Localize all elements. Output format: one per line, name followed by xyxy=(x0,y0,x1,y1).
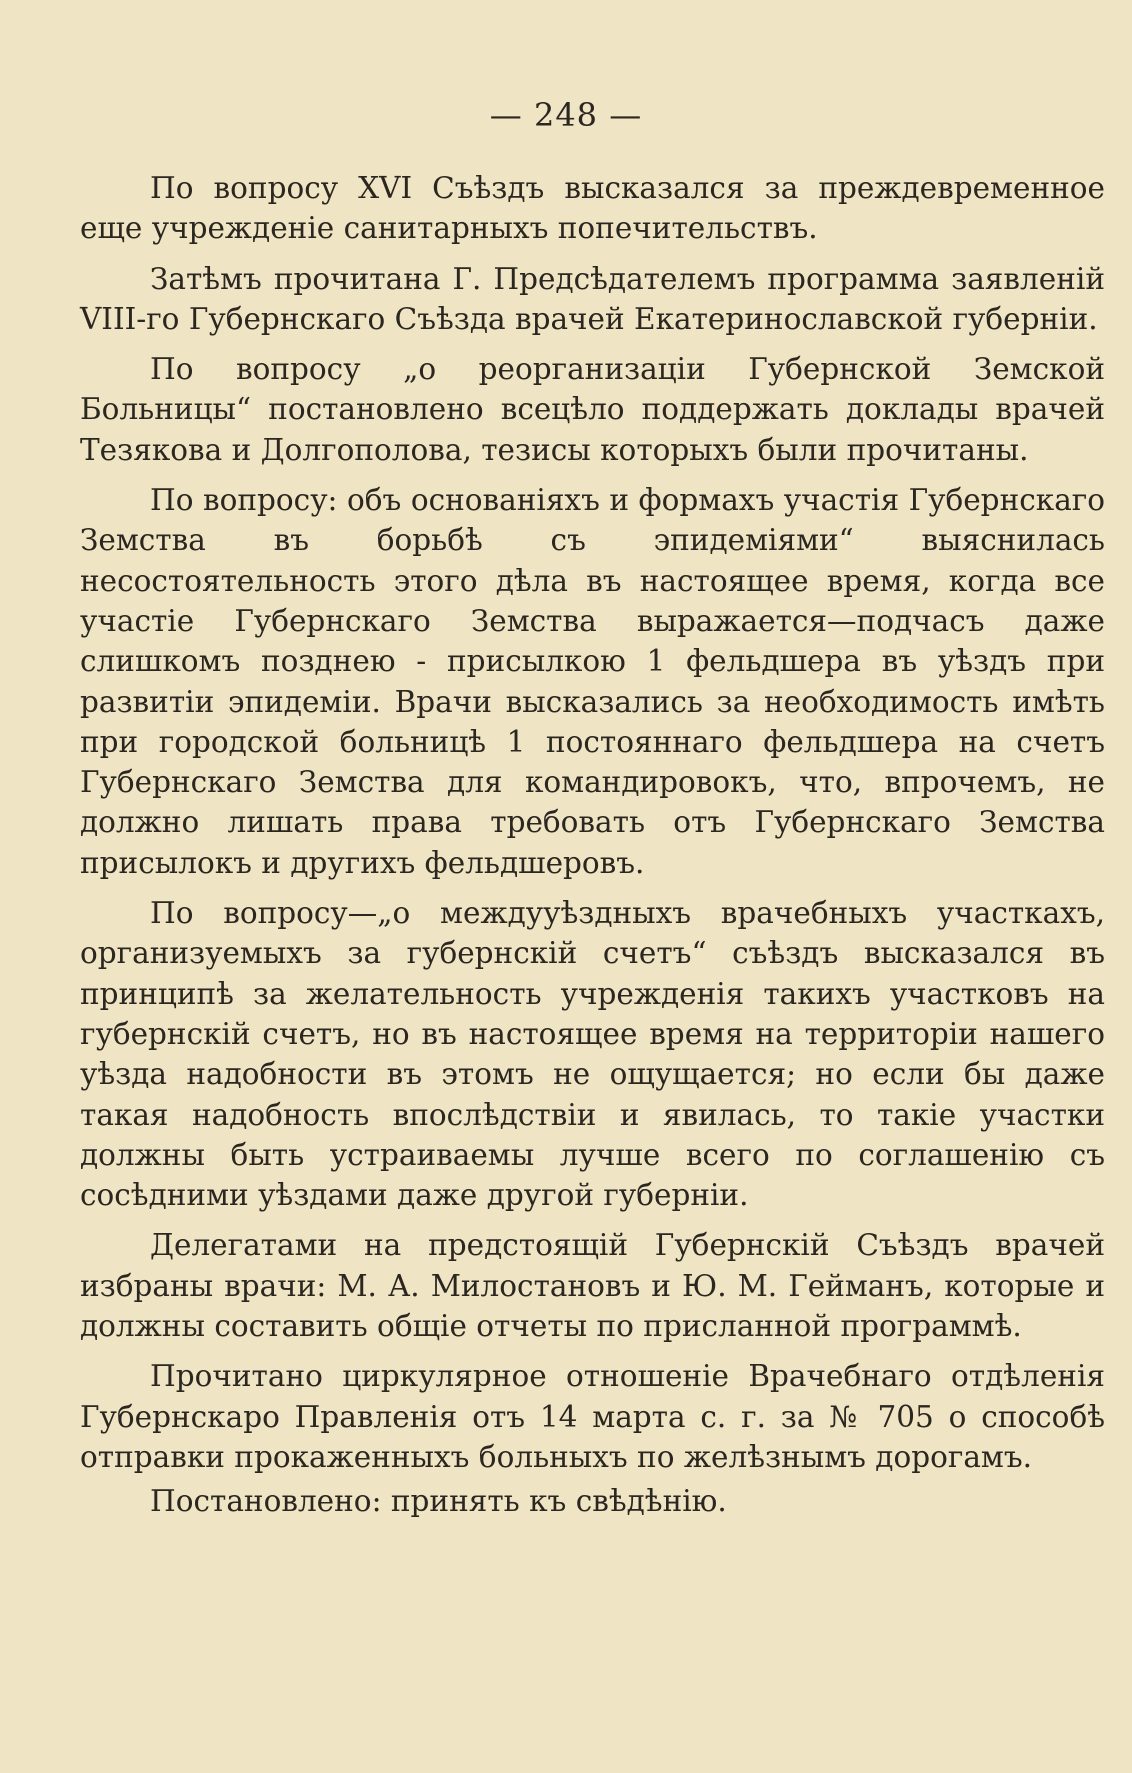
paragraph-2: Затѣмъ прочитана Г. Предсѣдателемъ программа заявленій VIII-го Губернскаго Съѣзда врачей Екатеринославской губерніи. xyxy=(80,261,1105,336)
paragraph-8: Постановлено: принять къ свѣдѣнію. xyxy=(150,1484,727,1519)
paragraph-4: По вопросу: объ основаніяхъ и формахъ участія Губернскаго Земства въ борьбѣ съ эпидеміями“ выяснилась несостоятельность этого дѣла въ настоящее время, когда все участіе Губернскаго Земства выражается—подчасъ даже слишкомъ позднею - присылкою 1 фельдшера въ уѣздъ при развитіи эпидеміи. Врачи высказались за необходимость имѣть при городской больницѣ 1 постояннаго фельдшера на счетъ Губернскаго Земства для командировокъ, что, впрочемъ, не должно лишать права требовать отъ Губернскаго Земства присылокъ и другихъ фельдшеровъ. xyxy=(80,483,1105,880)
page-number: — 248 — xyxy=(489,96,643,134)
paragraph-1: По вопросу XVI Съѣздъ высказался за преждевременное еще учрежденіе санитарныхъ попечительствъ. xyxy=(80,171,1105,246)
body-text xyxy=(80,168,1105,1532)
paragraph-7: Прочитано циркулярное отношеніе Врачебнаго отдѣленія Губернскаро Правленія отъ 14 марта с. г. за № 705 о способѣ отправки прокаженныхъ больныхъ по желѣзнымъ дорогамъ. xyxy=(80,1359,1105,1474)
paragraph-6: Делегатами на предстоящій Губернскій Съѣздъ врачей избраны врачи: М. А. Милостановъ и Ю. М. Гейманъ, которые и должны составить общіе отчеты по присланной программѣ. xyxy=(80,1228,1105,1344)
paragraph-5: По вопросу—„о междууѣздныхъ врачебныхъ участкахъ, организуемыхъ за губернскій счетъ“ съѣздъ высказался въ принципѣ за желательность учрежденія такихъ участковъ на губернскій счетъ, но въ настоящее время на территоріи нашего уѣзда надобности въ этомъ не ощущается; но если бы даже такая надобность впослѣдствіи и явилась, то такіе участки должны быть устраиваемы лучше всего по соглашенію съ сосѣдними уѣздами даже другой губерніи. xyxy=(80,896,1105,1213)
paragraph-3: По вопросу „о реорганизаціи Губернской Земской Больницы“ постановлено всецѣло поддержать доклады врачей Тезякова и Долгополова, тезисы которыхъ были прочитаны. xyxy=(80,352,1105,467)
